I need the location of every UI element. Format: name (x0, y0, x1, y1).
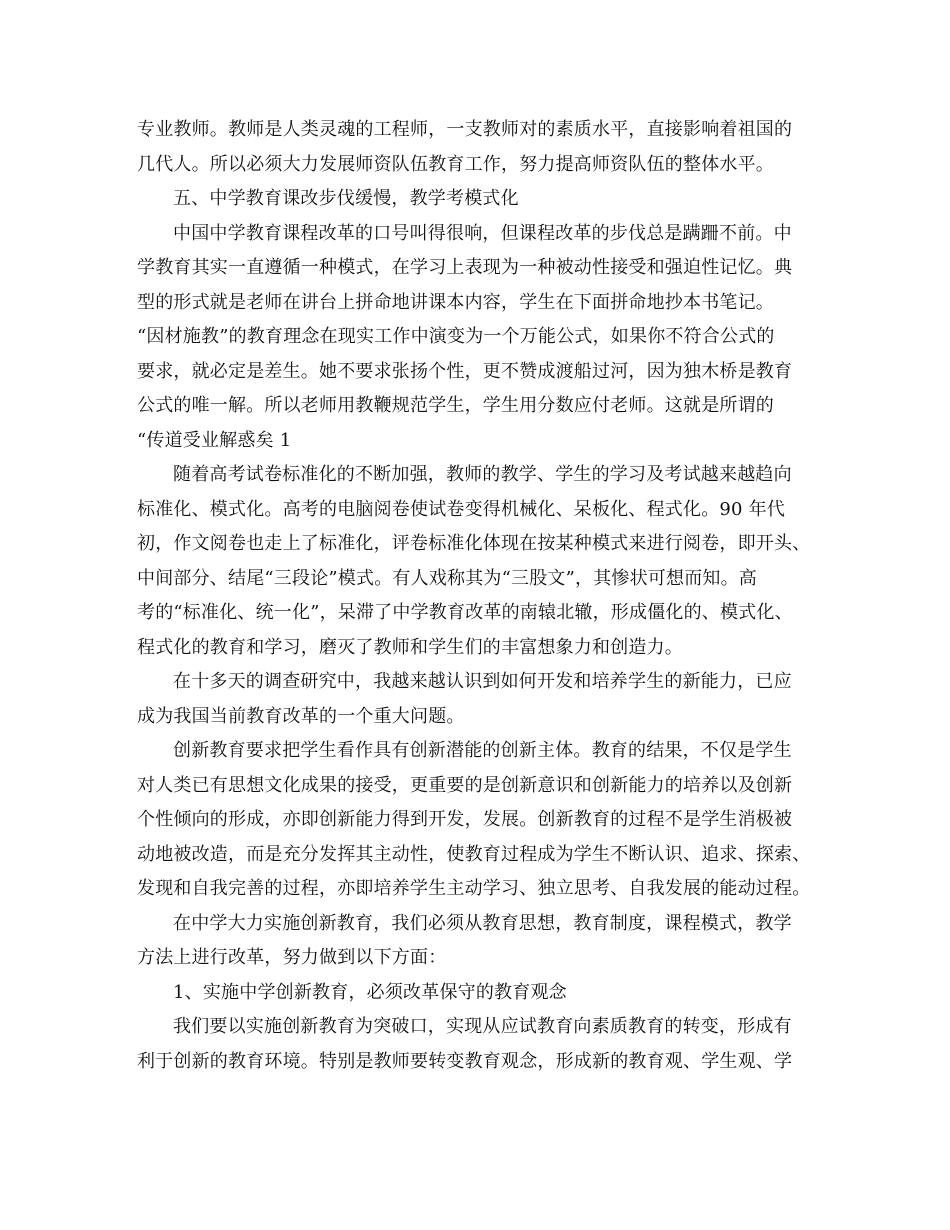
text-line: 初，作文阅卷也走上了标准化，评卷标准化体现在按某种模式来进行阅卷，即开头、 (137, 533, 811, 554)
section-heading: 1、实施中学创新教育，必须改革保守的教育观念 (173, 981, 567, 1003)
text-line: 专业教师。教师是人类灵魂的工程师，一支教师对的素质水平，直接影响着祖国的 (137, 119, 793, 140)
text-line: 对人类已有思想文化成果的接受，更重要的是创新意识和创新能力的培养以及创新 (137, 774, 793, 796)
text-line: 中国中学教育课程改革的口号叫得很响，但课程改革的步伐总是蹒跚不前。中 (173, 222, 792, 244)
text-line: 方法上进行改革，努力做到以下方面： (137, 947, 447, 968)
text-line: 成为我国当前教育改革的一个重大问题。 (137, 705, 465, 727)
text-line: 公式的唯一解。所以老师用教鞭规范学生，学生用分数应付老师。这就是所谓的 (137, 395, 774, 416)
text-line: 发现和自我完善的过程，亦即培养学生主动学习、独立思考、自我发展的能动过程。 (137, 878, 811, 899)
text-line: 个性倾向的形成，亦即创新能力得到开发，发展。创新教育的过程不是学生消极被 (137, 809, 793, 830)
text-line: 考的“标准化、统一化”，呆滞了中学教育改革的南辕北辙，形成僵化的、模式化、 (137, 602, 793, 623)
text-line: 动地被改造，而是充分发挥其主动性，使教育过程成为学生不断认识、追求、探索、 (137, 843, 811, 865)
text-line: 型的形式就是老师在讲台上拼命地讲课本内容，学生在下面拼命地抄本书笔记。 (137, 291, 774, 313)
text-line: “传道受业解惑矣 1 (137, 429, 292, 451)
text-line: 学教育其实一直遵循一种模式，在学习上表现为一种被动性接受和强迫性记忆。典 (137, 257, 793, 278)
text-line: 程式化的教育和学习，磨灭了教师和学生们的丰富想象力和创造力。 (137, 636, 683, 658)
text-line: 利于创新的教育环境。特别是教师要转变教育观念，形成新的教育观、学生观、学 (137, 1050, 793, 1072)
text-line: 在十多天的调查研究中，我越来越认识到如何开发和培养学生的新能力，已应 (173, 671, 792, 692)
text-line: “因材施教”的教育理念在现实工作中演变为一个万能公式，如果你不符合公式的 (137, 326, 775, 347)
text-line: 几代人。所以必须大力发展师资队伍教育工作，努力提高师资队伍的整体水平。 (137, 153, 774, 175)
text-line: 在中学大力实施创新教育，我们必须从教育思想，教育制度，课程模式，教学 (173, 912, 792, 934)
section-heading: 五、中学教育课改步伐缓慢，教学考模式化 (173, 188, 519, 209)
text-line: 标准化、模式化。高考的电脑阅卷使试卷变得机械化、呆板化、程式化。90 年代 (137, 498, 786, 520)
text-line: 创新教育要求把学生看作具有创新潜能的创新主体。教育的结果，不仅是学生 (173, 740, 792, 761)
text-line: 要求，就必定是差生。她不要求张扬个性，更不赞成渡船过河，因为独木桥是教育 (137, 360, 793, 382)
document-body (137, 113, 827, 1079)
text-line: 随着高考试卷标准化的不断加强，教师的教学、学生的学习及考试越来越趋向 (173, 464, 792, 485)
text-line: 我们要以实施创新教育为突破口，实现从应试教育向素质教育的转变，形成有 (173, 1016, 792, 1037)
text-line: 中间部分、结尾“三段论”模式。有人戏称其为“三股文”，其惨状可想而知。高 (137, 567, 758, 589)
